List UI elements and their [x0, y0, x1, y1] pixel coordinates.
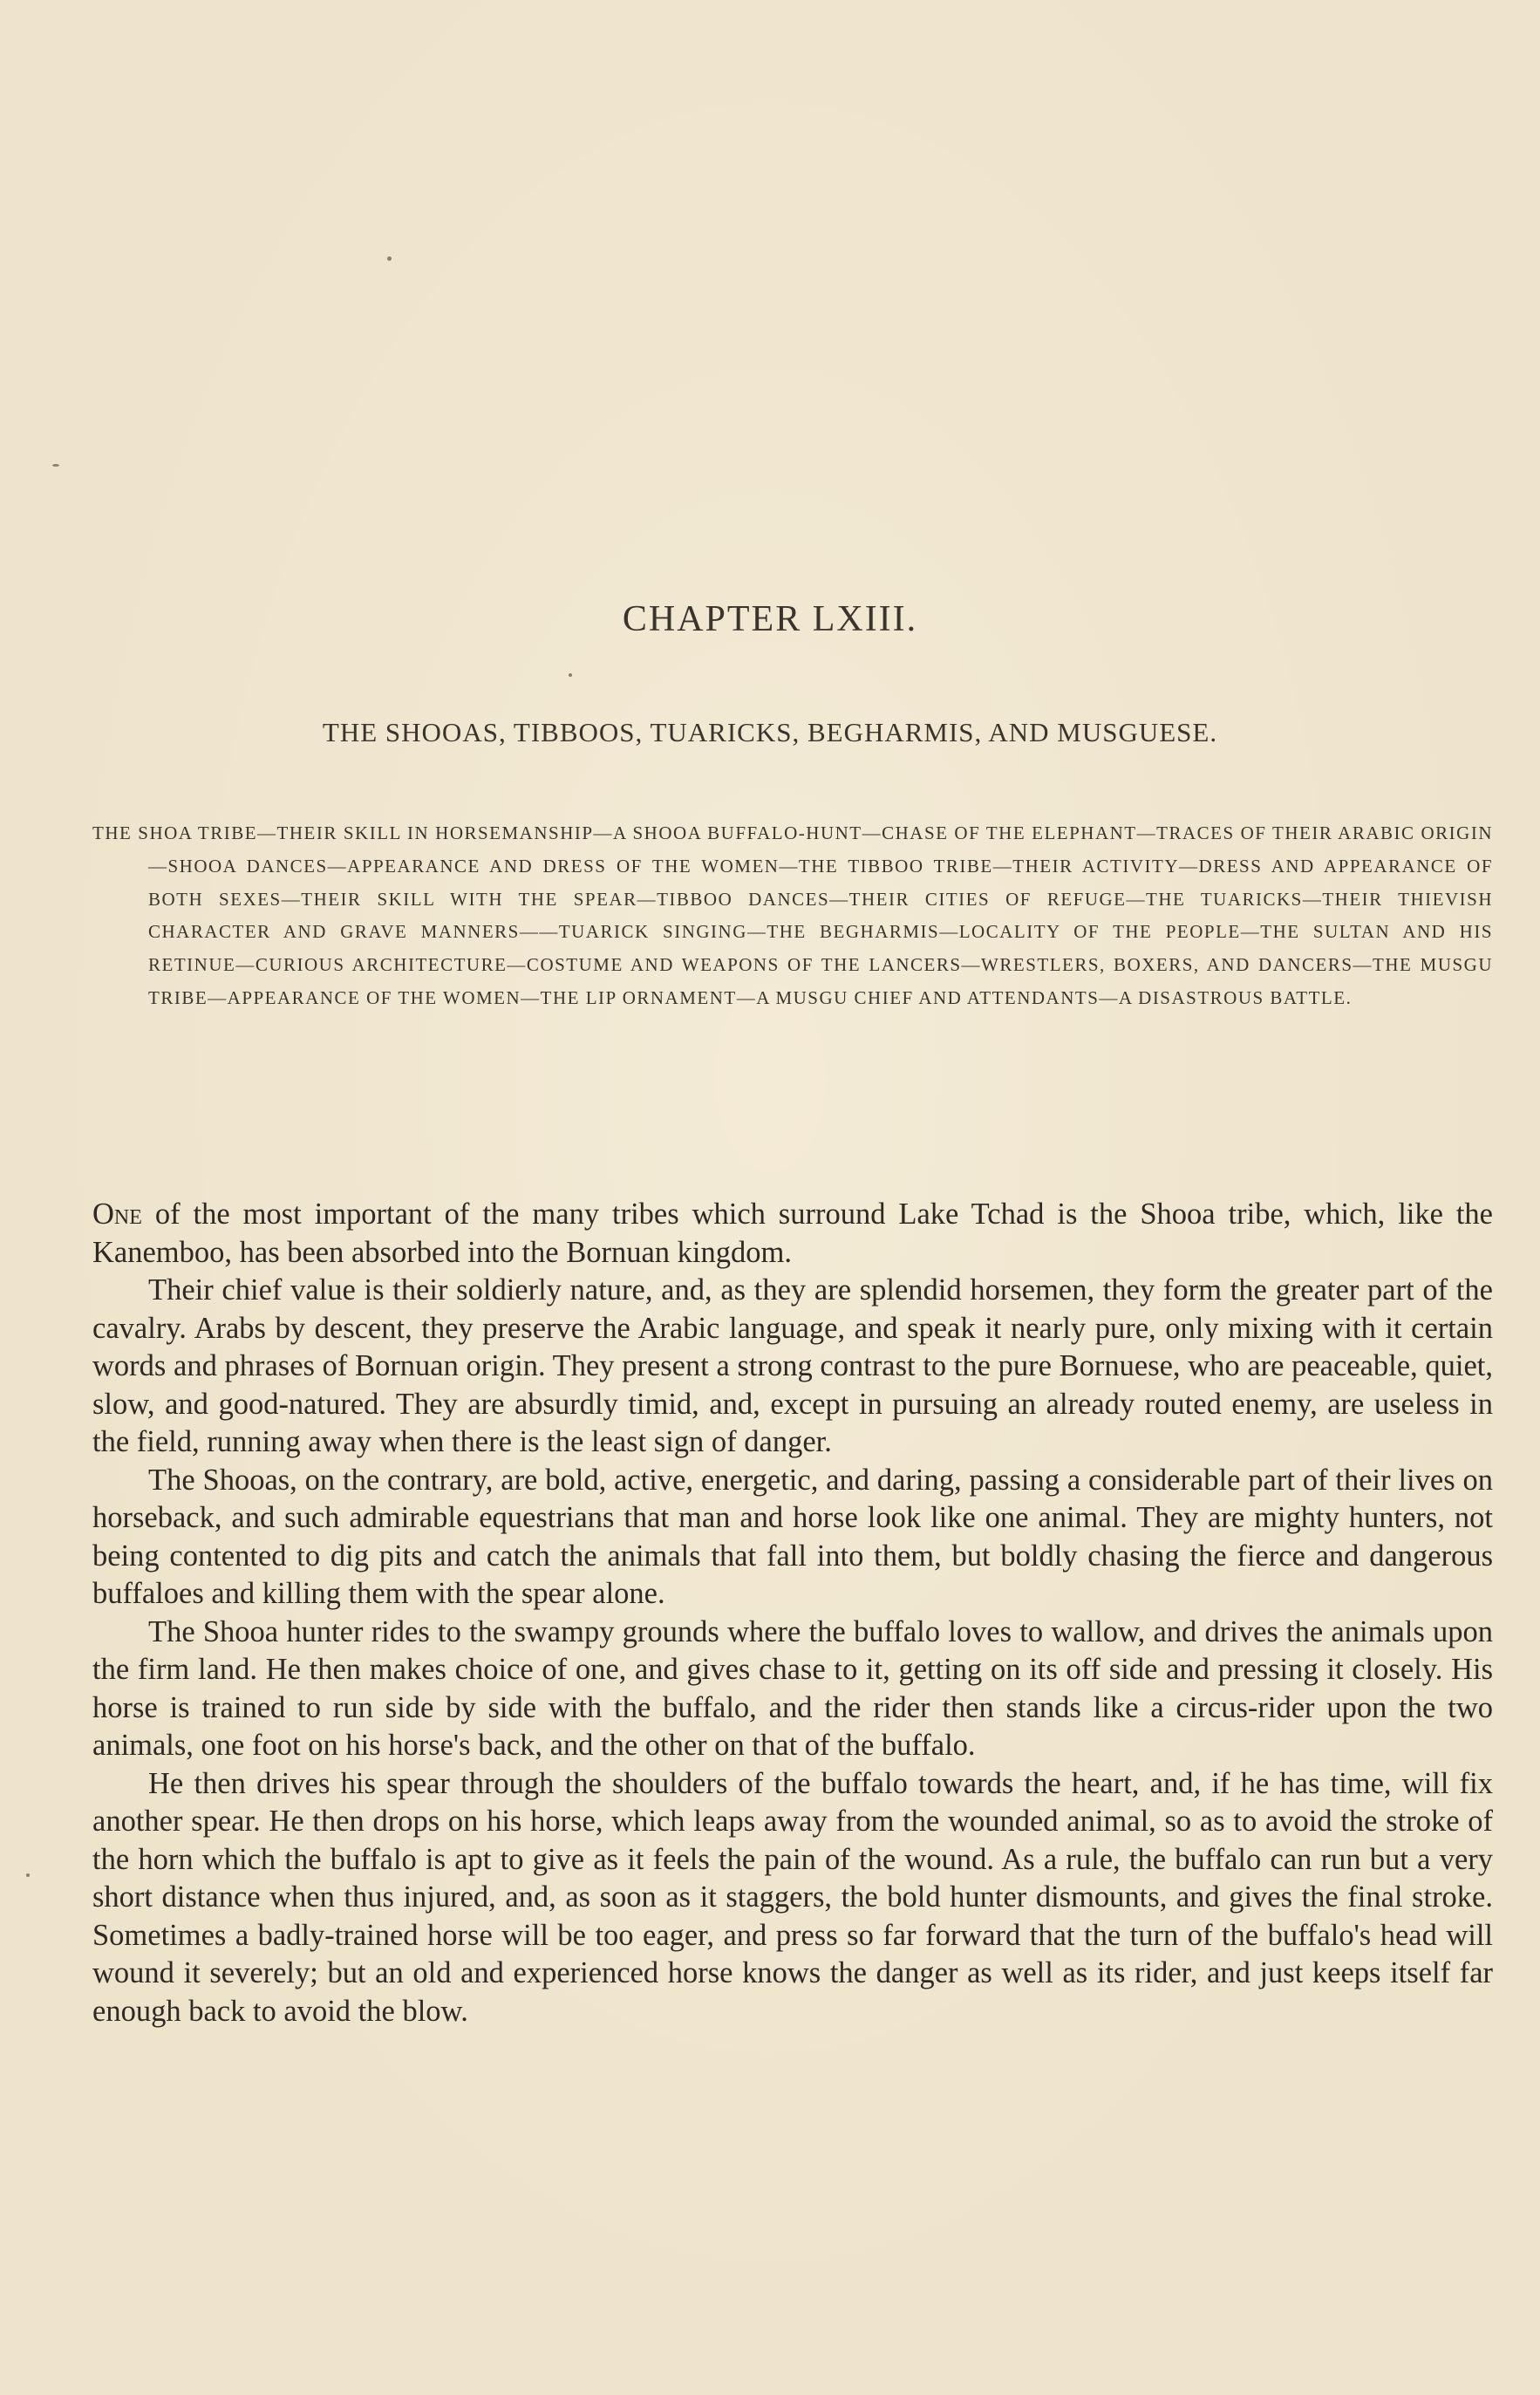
chapter-summary-text: THE SHOA TRIBE—THEIR SKILL IN HORSEMANSHIP—A SHOOA BUFFALO-HUNT—CHASE OF THE ELEPHANT—TRACES OF THEIR ARABIC ORIGIN—SHOOA DANCES—APPEARANCE AND DRESS OF THE WOMEN—THE TIBBOO TRIBE—THEIR ACTIVITY—DRESS AND APPEARANCE OF BOTH SEXES—THEIR SKILL WITH THE SPEAR—TIBBOO DANCES—THEIR CITIES OF REFUGE—THE TUARICKS—THEIR THIEVISH CHARACTER AND GRAVE MANNERS——TUARICK SINGING—THE BEGHARMIS—LOCALITY OF THE PEOPLE—THE SULTAN AND HIS RETINUE—CURIOUS ARCHITECTURE—COSTUME AND WEAPONS OF THE LANCERS—WRESTLERS, BOXERS, AND DANCERS—THE MUSGU TRIBE—APPEARANCE OF THE WOMEN—THE LIP ORNAMENT—A MUSGU CHIEF AND ATTENDANTS—A DISASTROUS BATTLE. — [92, 822, 1493, 1008]
body-text — [92, 1196, 1493, 2030]
paragraph-2: Their chief value is their soldierly nature, and, as they are splendid horsemen, they form the greater part of the cavalry. Arabs by descent, they preserve the Arabic language, and speak it nearly pure, only mixing with it certain words and phrases of Bornuan origin. They present a strong contrast to the pure Bornuese, who are peaceable, quiet, slow, and good-natured. They are absurdly timid, and, except in pursuing an already routed enemy, are useless in the field, running away when there is the least sign of danger. — [92, 1273, 1493, 1458]
paragraph-1-lead: One — [92, 1198, 142, 1231]
ink-speck — [52, 464, 59, 467]
paragraph-3: The Shooas, on the contrary, are bold, active, energetic, and daring, passing a considerable part of their lives on horseback, and such admirable equestrians that man and horse look like one animal. They are mighty hunters, not being contented to dig pits and catch the animals that fall into them, but boldly chasing the fierce and dangerous buffaloes and killing them with the spear alone. — [92, 1463, 1493, 1610]
ink-speck — [387, 256, 392, 261]
paragraph-4: The Shooa hunter rides to the swampy grounds where the buffalo loves to wallow, and drives the animals upon the firm land. He then makes choice of one, and gives chase to it, getting on its off side and pressing it closely. His horse is trained to run side by side with the buffalo, and the rider then stands like a circus-rider upon the two animals, one foot on his horse's back, and the other on that of the buffalo. — [92, 1614, 1493, 1762]
paragraph-1-text: of the most important of the many tribes which surround Lake Tchad is the Shooa tribe, which, like the Kanemboo, has been absorbed into the Bornuan kingdom. — [92, 1198, 1493, 1269]
chapter-summary — [92, 817, 1493, 1015]
paragraph-1 — [92, 1196, 1493, 1272]
chapter-title: CHAPTER LXIII. — [622, 599, 918, 639]
ink-speck — [569, 673, 572, 677]
chapter-subtitle: THE SHOOAS, TIBBOOS, TUARICKS, BEGHARMIS, AND MUSGUESE. — [322, 717, 1218, 747]
ink-speck — [26, 1873, 30, 1877]
paragraph-5: He then drives his spear through the shoulders of the buffalo towards the heart, and, if he has time, will fix another spear. He then drops on his horse, which leaps away from the wounded animal, so as to avoid the stroke of the horn which the buffalo is apt to give as it feels the pain of the wound. As a rule, the buffalo can run but a very short distance when thus injured, and, as soon as it staggers, the bold hunter dismounts, and gives the final stroke. Sometimes a badly-trained horse will be too eager, and press so far forward that the turn of the buffalo's head will wound it severely; but an old and experienced horse knows the danger as well as its rider, and just keeps itself far enough back to avoid the blow. — [92, 1766, 1493, 2028]
